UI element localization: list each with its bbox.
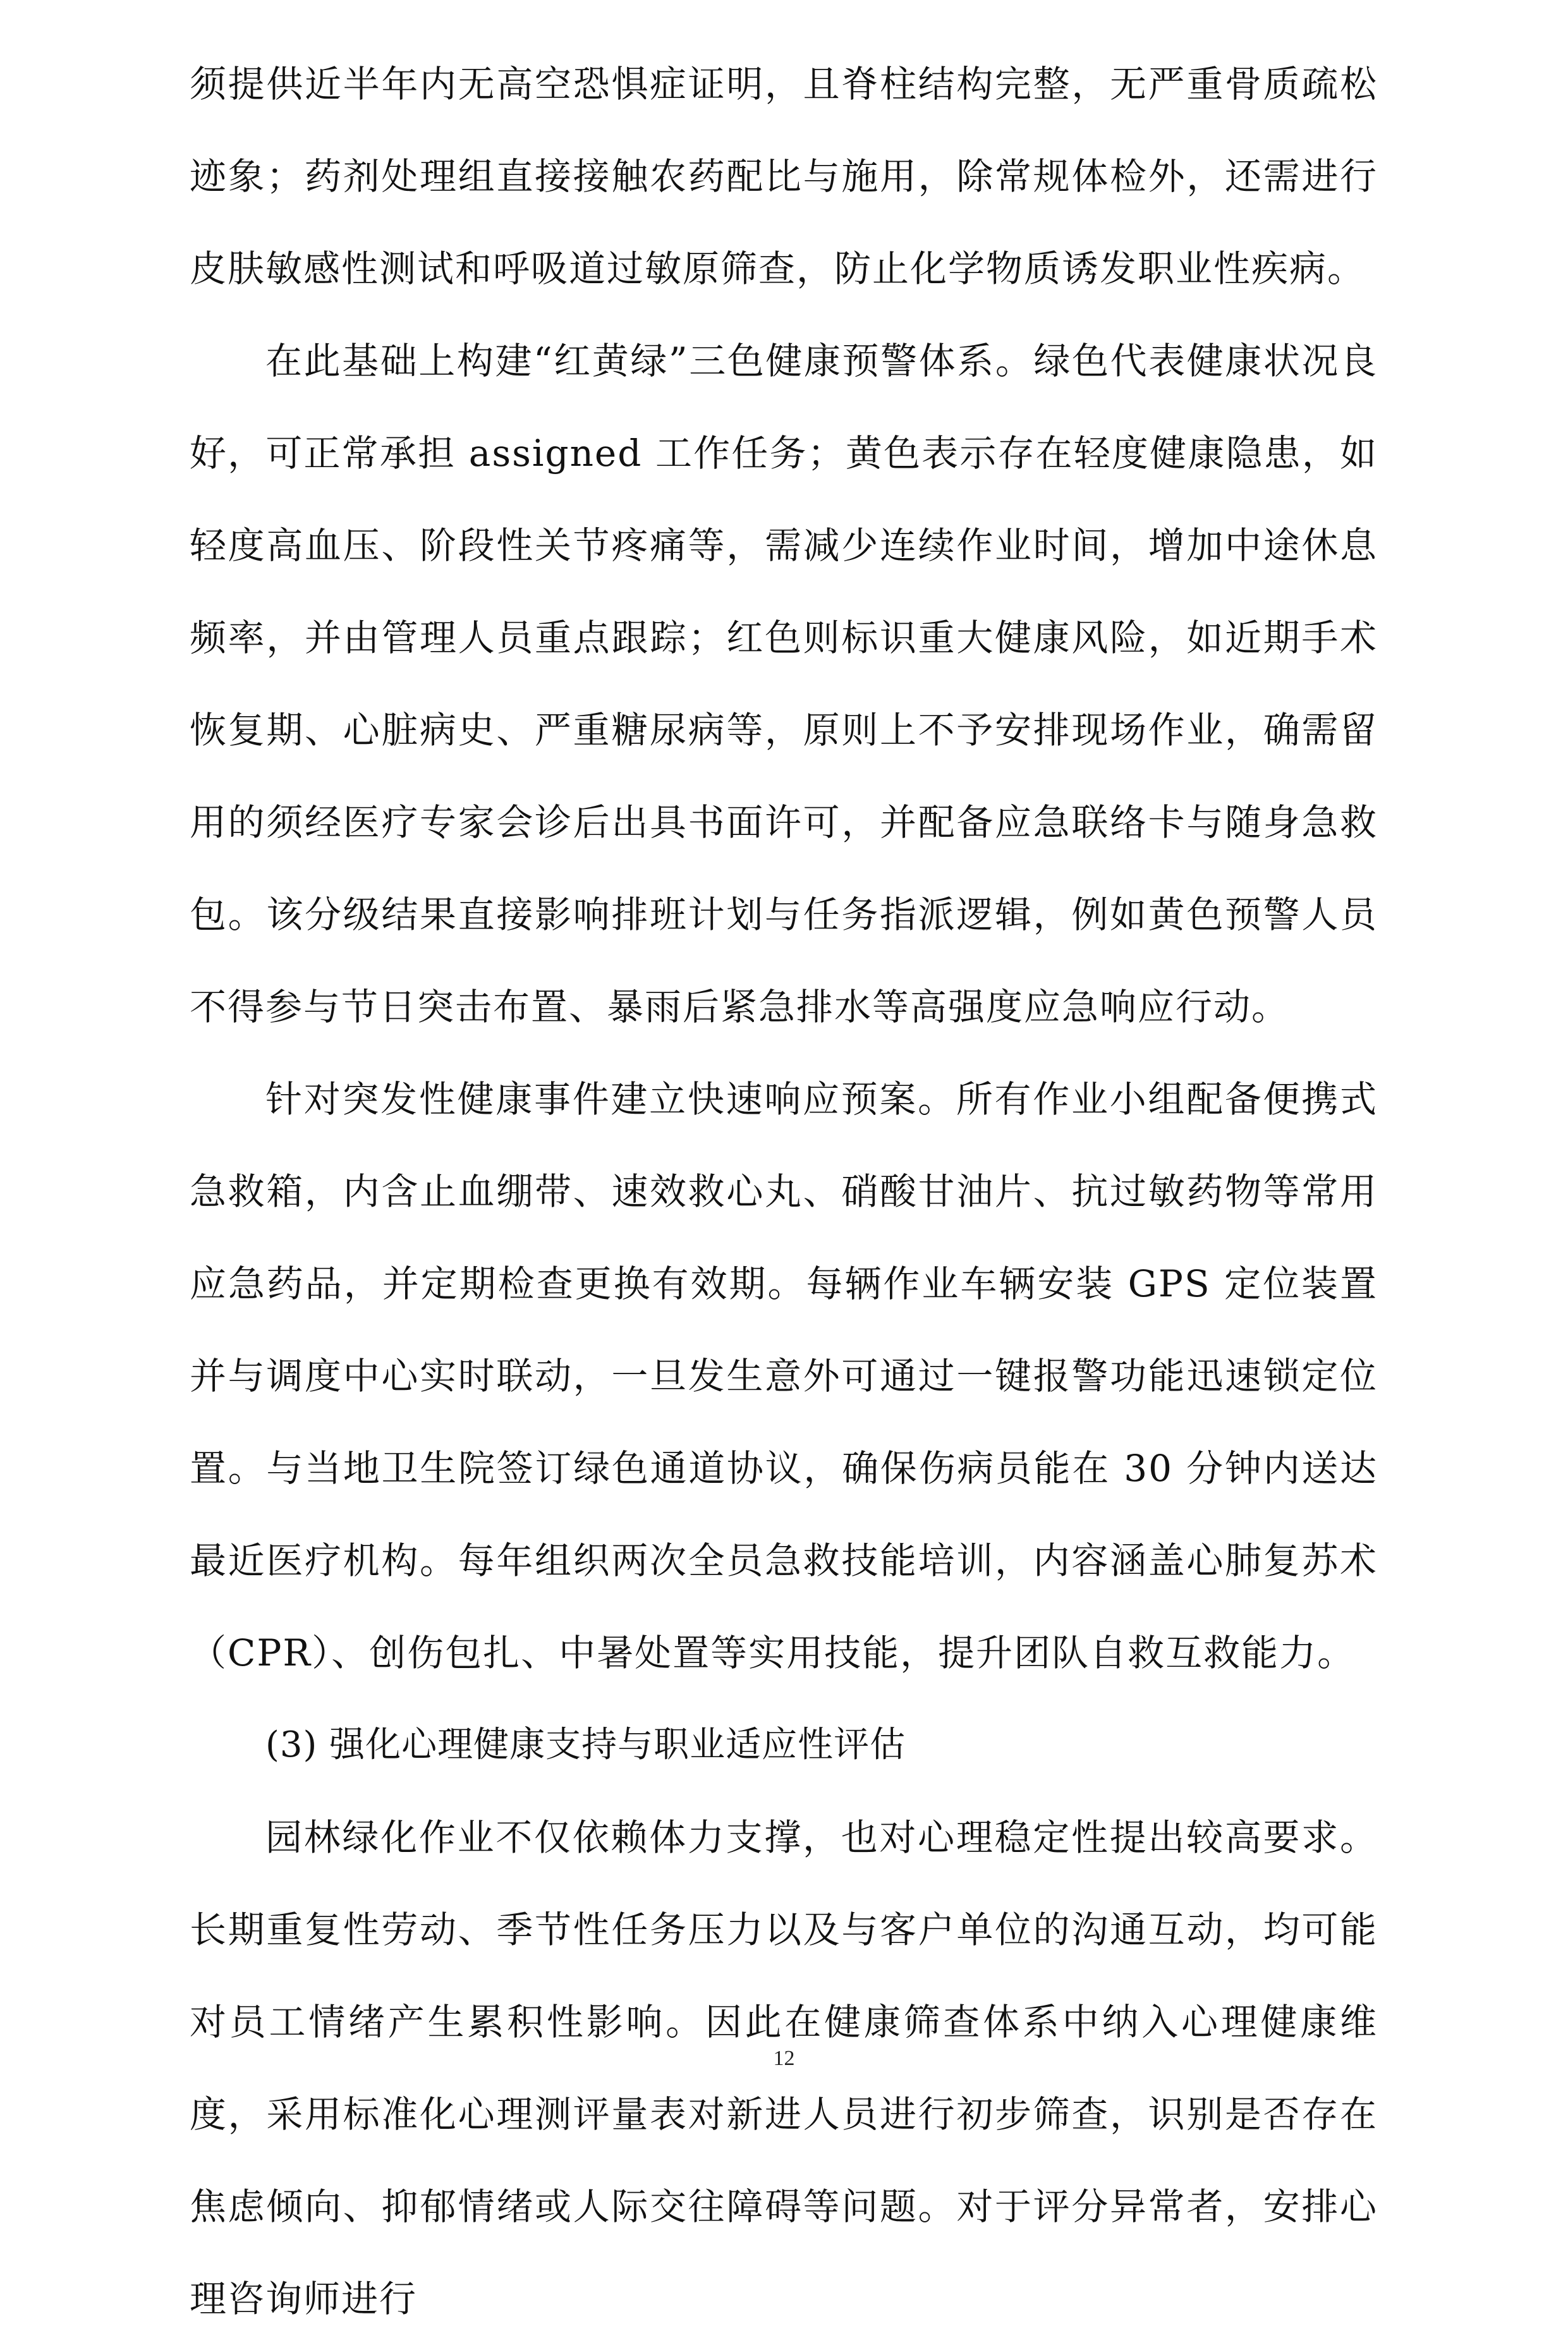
paragraph-emergency-response: 针对突发性健康事件建立快速响应预案。所有作业小组配备便携式急救箱，内含止血绷带、速效救心丸、硝酸甘油片、抗过敏药物等常用应急药品，并定期检查更换有效期。每辆作业车辆安装 GPS 定位装置并与调度中心实时联动，一旦发生意外可通过一键报警功能迅速锁定位置。与当地卫生院签订绿色通道协议，确保伤病员能在 30 分钟内送达最近医疗机构。每年组织两次全员急救技能培训，内容涵盖心肺复苏术（CPR）、创伤包扎、中暑处置等实用技能，提升团队自救互救能力。 bbox=[190, 1078, 1378, 1674]
section-heading: (3) 强化心理健康支持与职业适应性评估 bbox=[265, 1724, 906, 1765]
paragraph-continued: 须提供近半年内无高空恐惧症证明，且脊柱结构完整，无严重骨质疏松迹象；药剂处理组直接接触农药配比与施用，除常规体检外，还需进行皮肤敏感性测试和呼吸道过敏原筛查，防止化学物质诱发职业性疾病。 bbox=[190, 63, 1378, 290]
page-number: 12 bbox=[773, 2047, 795, 2070]
paragraph-mental-health: 园林绿化作业不仅依赖体力支撑，也对心理稳定性提出较高要求。长期重复性劳动、季节性任务压力以及与客户单位的沟通互动，均可能对员工情绪产生累积性影响。因此在健康筛查体系中纳入心理健康维度，采用标准化心理测评量表对新进人员进行初步筛查，识别是否存在焦虑倾向、抑郁情绪或人际交往障碍等问题。对于评分异常者，安排心理咨询师进行 bbox=[190, 1816, 1378, 2320]
paragraph-health-warning-system: 在此基础上构建“红黄绿”三色健康预警体系。绿色代表健康状况良好，可正常承担 assigned 工作任务；黄色表示存在轻度健康隐患，如轻度高血压、阶段性关节疼痛等，需减少连续作业时间，增加中途休息频率，并由管理人员重点跟踪；红色则标识重大健康风险，如近期手术恢复期、心脏病史、严重糖尿病等，原则上不予安排现场作业，确需留用的须经医疗专家会诊后出具书面许可，并配备应急联络卡与随身急救包。该分级结果直接影响排班计划与任务指派逻辑，例如黄色预警人员不得参与节日突击布置、暴雨后紧急排水等高强度应急响应行动。 bbox=[190, 339, 1378, 1028]
document-body bbox=[190, 38, 1378, 2345]
